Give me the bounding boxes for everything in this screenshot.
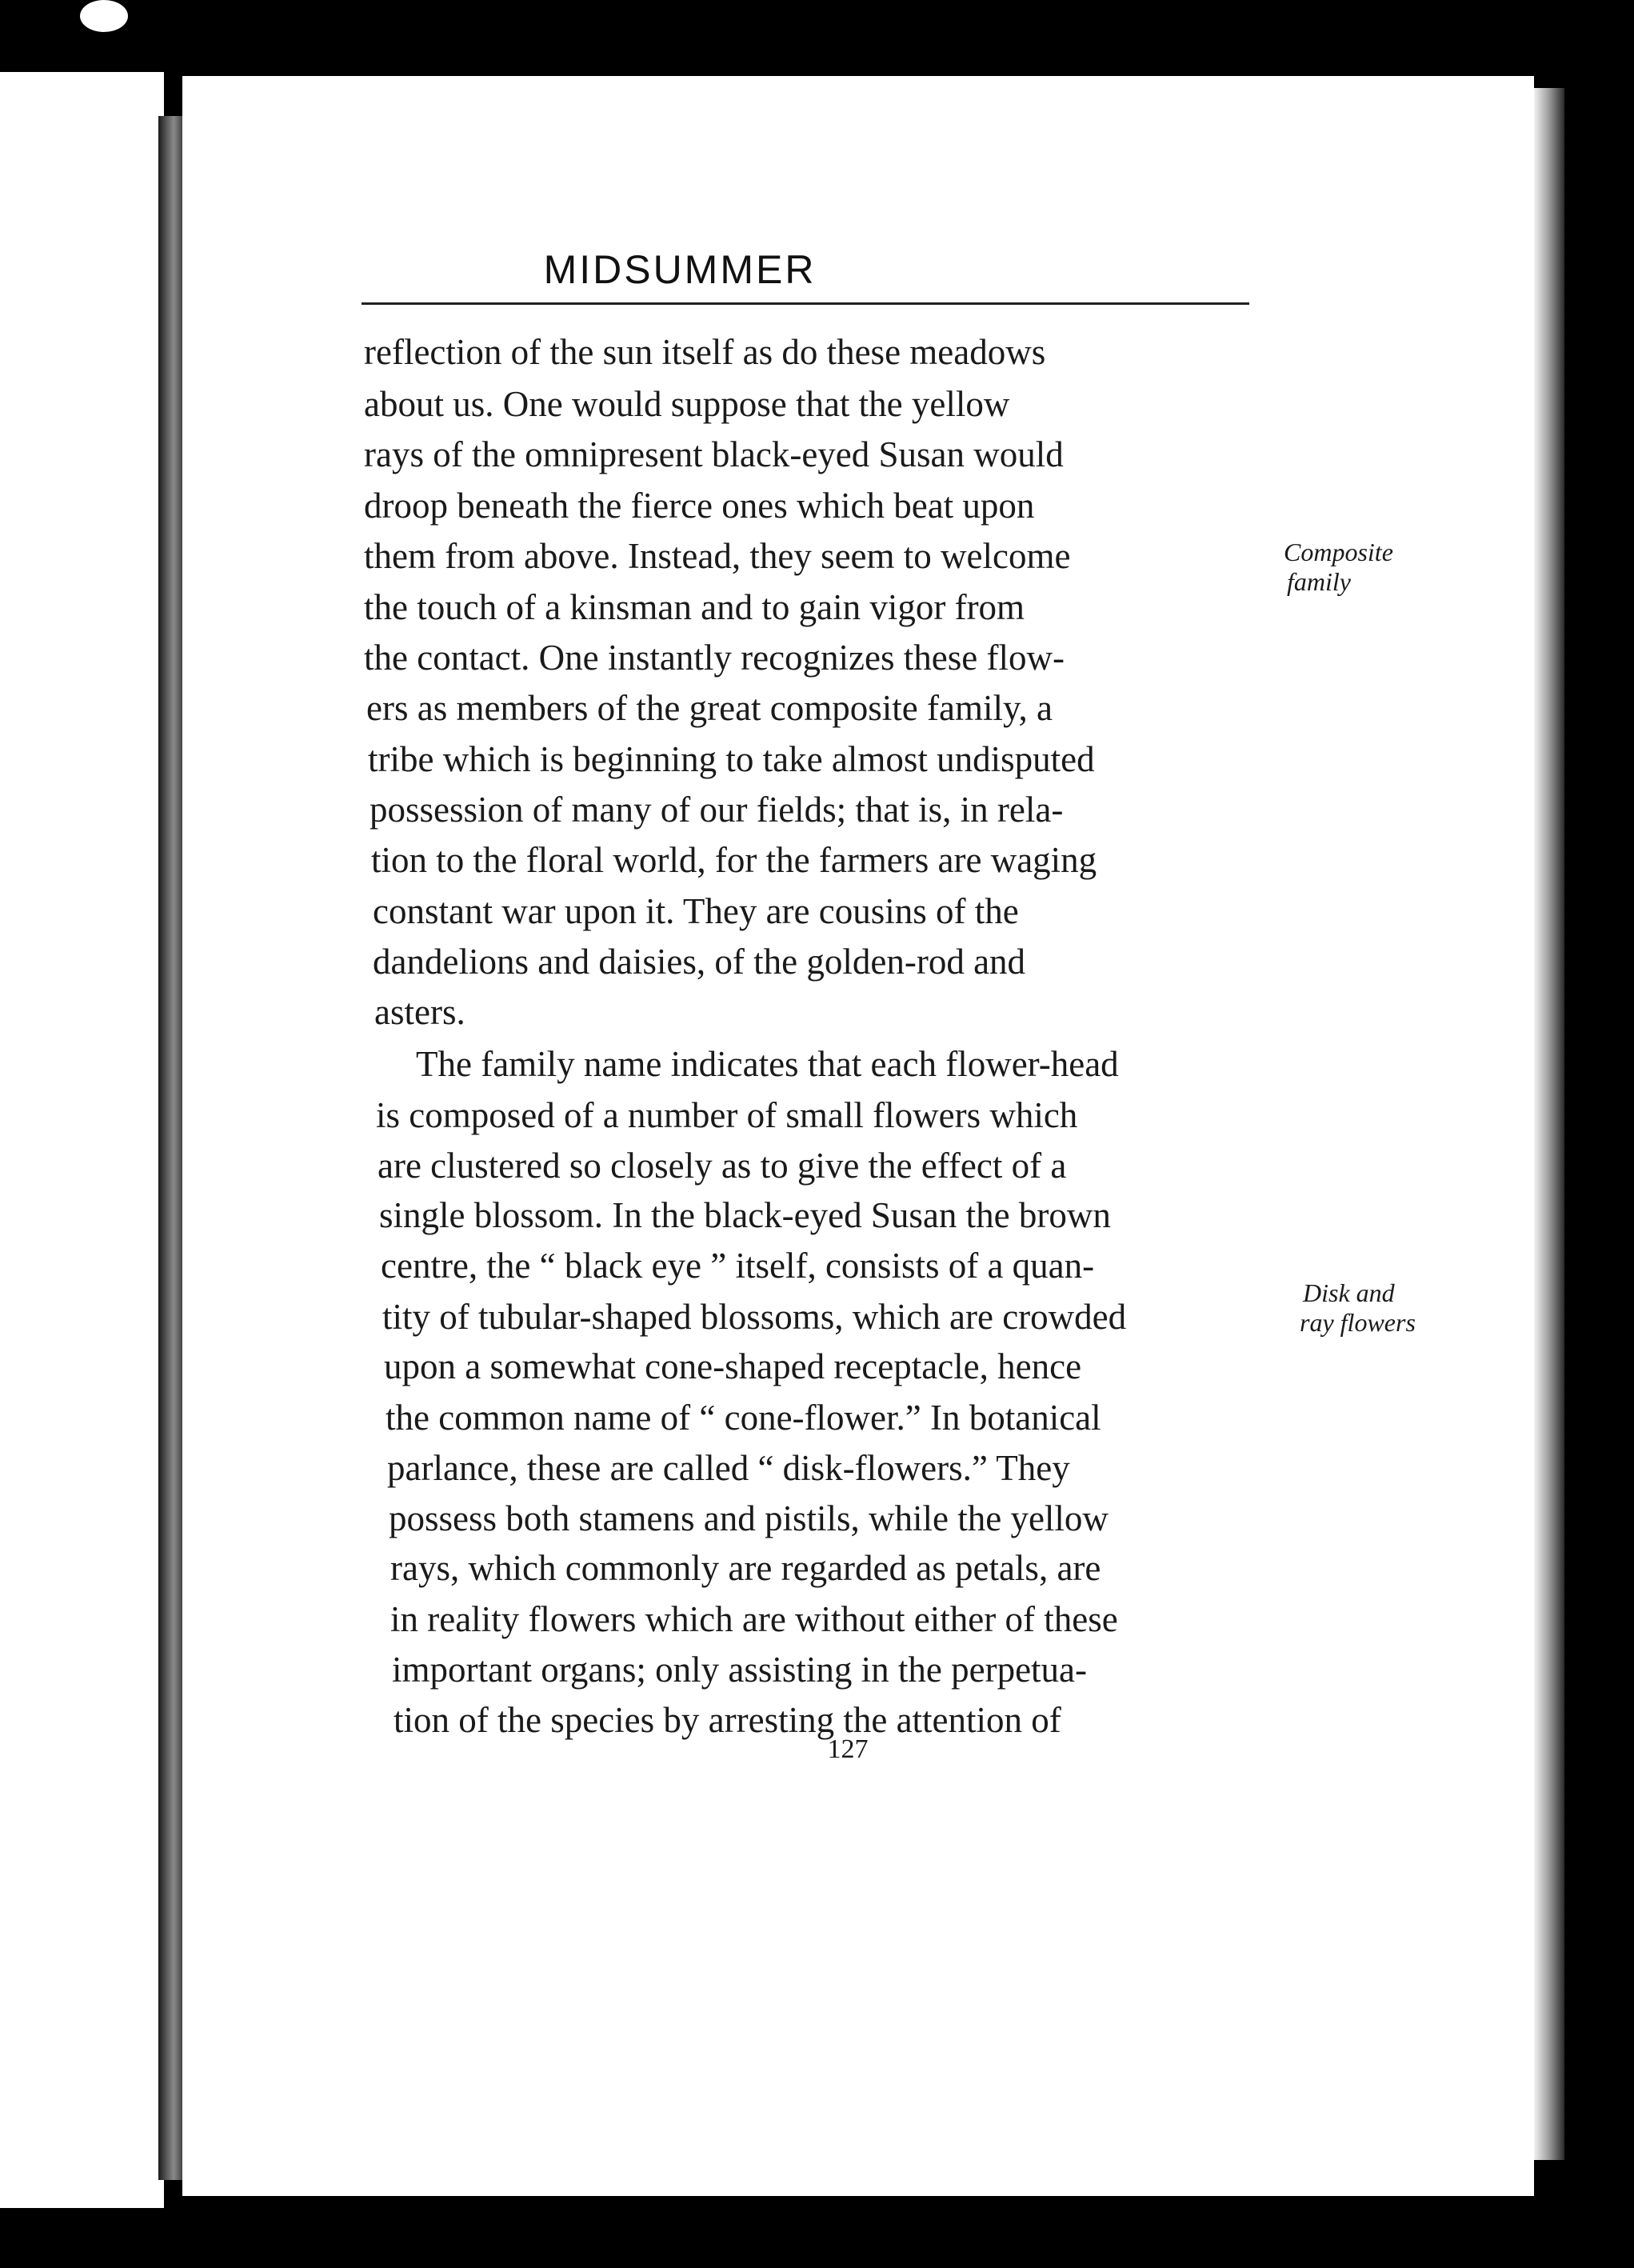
- text-line: tion to the floral world, for the farmers are waging: [371, 840, 1097, 880]
- text-line: the touch of a kinsman and to gain vigor from: [364, 587, 1025, 627]
- text-line: ers as members of the great composite family, a: [366, 688, 1053, 728]
- marginal-note: [1284, 538, 1393, 597]
- text-line: about us. One would suppose that the yellow: [364, 384, 1010, 424]
- marginal-note-line: Disk and: [1303, 1278, 1395, 1307]
- text-line: rays of the omnipresent black-eyed Susan would: [364, 434, 1064, 474]
- text-line: constant war upon it. They are cousins of the: [373, 891, 1019, 931]
- head-rule: [362, 302, 1249, 305]
- facing-page-edge: [0, 72, 164, 2208]
- page-number: 127: [827, 1734, 869, 1764]
- marginal-note: [1300, 1278, 1416, 1338]
- text-line: possession of many of our fields; that is, in rela-: [370, 790, 1064, 830]
- text-line: tribe which is beginning to take almost undisputed: [368, 739, 1095, 779]
- text-line: important organs; only assisting in the perpetua-: [392, 1650, 1088, 1690]
- text-line: the common name of “ cone-flower.” In botanical: [386, 1398, 1101, 1438]
- text-line: asters.: [374, 992, 465, 1032]
- text-line: in reality flowers which are without either of these: [390, 1599, 1118, 1639]
- text-line: tity of tubular-shaped blossoms, which are crowded: [382, 1297, 1127, 1337]
- text-line: single blossom. In the black-eyed Susan the brown: [379, 1195, 1111, 1235]
- book-gutter: [158, 116, 184, 2180]
- text-line: reflection of the sun itself as do these meadows: [364, 332, 1046, 372]
- text-line: rays, which commonly are regarded as petals, are: [390, 1548, 1101, 1588]
- marginal-note-line: family: [1287, 566, 1351, 596]
- text-line: centre, the “ black eye ” itself, consists of a quan-: [381, 1246, 1095, 1286]
- running-head: MIDSUMMER: [543, 247, 817, 292]
- text-line: are clustered so closely as to give the effect of a: [378, 1146, 1067, 1186]
- scan-blemish: [80, 0, 128, 32]
- marginal-note-line: Composite: [1284, 538, 1393, 566]
- text-line: them from above. Instead, they seem to welcome: [364, 536, 1071, 576]
- text-line: the contact. One instantly recognizes these flow-: [364, 638, 1065, 678]
- text-line: tion of the species by arresting the attention of: [394, 1700, 1061, 1740]
- text-line: parlance, these are called “ disk-flowers.” They: [387, 1448, 1070, 1488]
- marginal-note-line: ray flowers: [1300, 1307, 1416, 1337]
- page-edge-shadow: [1534, 88, 1564, 2160]
- text-line: is composed of a number of small flowers which: [376, 1095, 1078, 1135]
- text-line: The family name indicates that each flower-head: [416, 1044, 1119, 1084]
- text-line: dandelions and daisies, of the golden-rod and: [373, 942, 1026, 982]
- text-line: possess both stamens and pistils, while the yellow: [389, 1498, 1109, 1538]
- text-line: upon a somewhat cone-shaped receptacle, hence: [384, 1346, 1082, 1386]
- text-line: droop beneath the fierce ones which beat upon: [364, 486, 1035, 526]
